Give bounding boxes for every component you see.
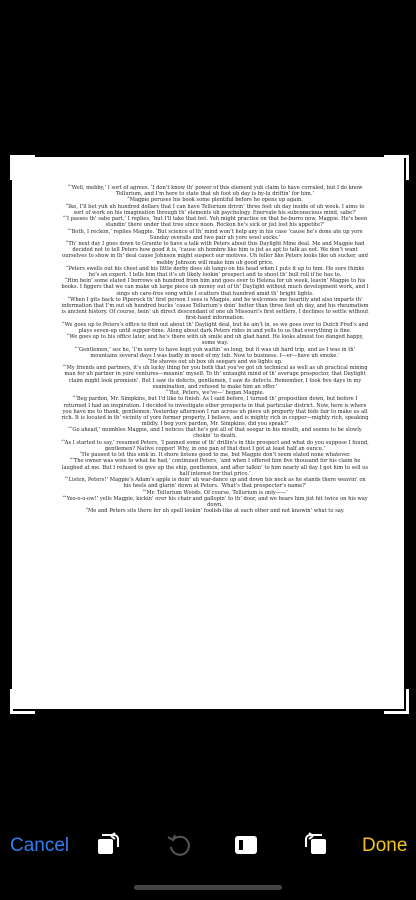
aspect-ratio-icon[interactable]	[94, 831, 122, 859]
paragraph: “Peters swells out his chest and his little derby does uh tango on his head when I puts it up to him. He sure thinks he’s an expert. I tells him that it’s uh likely lookin’ prospect and to shoot th’ bull roll if he has to.	[65, 265, 365, 278]
reset-icon[interactable]	[165, 831, 193, 859]
paragraph: “Ike, I’ll bet yuh uh hundred dollars that I can have Tellurium drivin’ three feet uh day inside of uh week. I aims to sort of work on his imagination through th’ elements uh psychology. Enervate his subconscious mind, sabe?’	[65, 203, 365, 216]
paragraph: “‘Gentlemen,’ sez he, ‘I’m sorry to have kept yuh waitin’ so long, but it was uh hard trip, and as I was in th’ mountains several days I was badly in need of my tub. Now to business. I—er—have uh smoke.’	[74, 346, 356, 359]
paragraph: “Him bein’ some elated I borrows uh hundred from him and goes over to Helena for uh week, leavin’ Magpie to his books. I figgers that we can make uh large piece uh money out of th’ Daylight without much development work, and I sings uh care-free song while I scatters that hundred amid th’ bright lights.	[61, 278, 369, 297]
paragraph: “‘The owner was wise to what he had,’ continued Peters, ‘and when I offered him five thousand for his claim he laughed at me. But I refused to give up the ship, gentlemen, and after talkin’ to him nearly all day I got him to sell us half interest for that price.’	[61, 458, 369, 477]
paragraph: “We goes up to his office later, and he’s there with uh smile and uh glad hand. He looks almost too danged happy, some way.	[66, 334, 364, 347]
paragraph: “‘But, Peters, we’ve—’ began Magpie.	[165, 390, 265, 397]
paragraph: “He paused to let this sink in. It shore listens good to me, but Magpie don’t seem elated none whatever.	[79, 452, 351, 459]
paragraph: “‘I passes th’ sabe part,’ I replies, ‘but I’ll take that bet. Yuh might practise on that he-burro now, Magpie. He’s been standin’ there under that tree since noon. Reckon he’s sick or jist lost his appetite?’	[62, 216, 368, 229]
home-indicator	[134, 885, 282, 890]
paragraph: “When I gits back to Piperock th’ first person I sees is Magpie, and he welcomes me heartily and also imparts th’ information that I’m out uh hundred bucks ’cause Tellurium’s doin’ better than three feet uh day, and his rheumatism is ancient history. Of course, bein’ uh direct descendant of one uh Missouri’s first settlers, I declines to settle without first-hand information.	[61, 296, 369, 322]
paragraph: “‘Beg pardon, Mr. Simpkins, but I’d like to finish. As I said before, I turned th’ proposition down, but before I returned I had an inspiration. I decided to investigate other prospects in that particular district. Now, here is where you have me to thank, gentlemen. Yesterday afternoon I ran across uh piece uh property that bids fair to make us all rich. It is located in th’ vicinity of yore former property, I believe, and is mighty rich in copper—mighty rich, speaking mildly. I beg yore pardon, Mr. Simpkins, did you speak?’	[61, 396, 369, 427]
cancel-button[interactable]: Cancel	[10, 835, 70, 856]
paragraph: “He shoves out uh box uh seegars and we lights up.	[147, 359, 283, 365]
document-text	[61, 185, 369, 515]
crop-handle-bottom-right[interactable]	[384, 689, 409, 714]
edit-toolbar	[0, 810, 416, 880]
rotate-right-icon[interactable]	[302, 831, 330, 859]
paragraph: “Me and Peters sits there fer uh spell lookin’ foolish-like at each other and not knowin’ what to say.	[85, 508, 345, 515]
crop-handle-top-left[interactable]	[10, 155, 35, 180]
paragraph: “‘As I started to say,’ resumed Peters, ‘I panned some of th’ drillin’s in this prospect and what do you suppose I found, gentlemen? Native copper! Why, in one pan of that dust I got at least half an ounce.’	[61, 439, 369, 452]
paragraph: “‘Yeo-o-o-ow!’ yells Magpie, kickin’ over his chair and gallopin’ to th’ door, and we hears him jist hit twice on his way down.	[62, 495, 368, 508]
paragraph: “We goes up to Peters’s office to find out about th’ Daylight deal, but he ain’t in, so we goes over to Dutch Fred’s and plays seven-up until supper-time. Along about dark Peters rides in and yells to us that everything is fine.	[61, 321, 369, 334]
paragraph: “‘Mr. Tellurium Woods. Of course, Tellurium is only——’	[142, 489, 288, 496]
paragraph: “Th’ next day I goes down to Granite to have a talk with Peters about this Daylight Mine deal. Me and Magpie had decided not to tell Peters how good it is, ’cause uh hombre like him is jist as apt to talk as not. We don’t want ourselves to show in th’ deal cause Johnson might suspect our motives. Uh feller like Peters looks like uh sucker, and mebby Johnson will make him uh good price.	[62, 241, 368, 266]
paragraph: “Magpie peruses his book some plentiful before he opens up again.	[127, 197, 303, 204]
document-page[interactable]	[12, 157, 404, 709]
crop-handle-top-right[interactable]	[384, 155, 409, 180]
paragraph: “‘Both, I reckon,’ replies Magpie. ‘But science of th’ mind won’t help any in his case ’cause he’s done ate up yore Sunday overalls and two pair uh yore wool socks.’	[67, 228, 363, 241]
done-button[interactable]: Done	[362, 835, 408, 856]
crop-handle-bottom-left[interactable]	[10, 689, 35, 714]
paragraph: “‘Listen, Peters!’ Magpie’s Adam’s apple is doin’ uh war-dance up and down his neck as he stands there weavin’ on his heels and glarin’ down at Peters. ‘What’s that prospector’s name?’	[64, 477, 366, 490]
paragraph: “‘My friends and partners, it’s uh lucky thing fer you both that you’ve got uh technical as well as uh practical mining man fer uh partner in yore ventures—meanin’ myself. To th’ untaught mind of th’ average prospector, that Daylight claim might look promisin’. But I saw its defects, gentlemen, I saw its defects. Remember, I took five days in my examination, and refused to make him an offer.’	[62, 365, 368, 390]
paragraph: “‘Well, mebby,’ I sort of agrees. ‘I don’t know th’ power of this element yuh claim to have corraled, but I do know Tellurium, and I’m here to state that uh foot uh day is hy-lu driftin’ for him.’	[67, 185, 363, 198]
crop-fit-icon[interactable]	[232, 831, 260, 859]
paragraph: “‘Go ahead,’ mumbles Magpie, and I notices that he’s got all of that seegar in his mouth, and seems to be slowly chokin’ to death.	[68, 427, 362, 440]
